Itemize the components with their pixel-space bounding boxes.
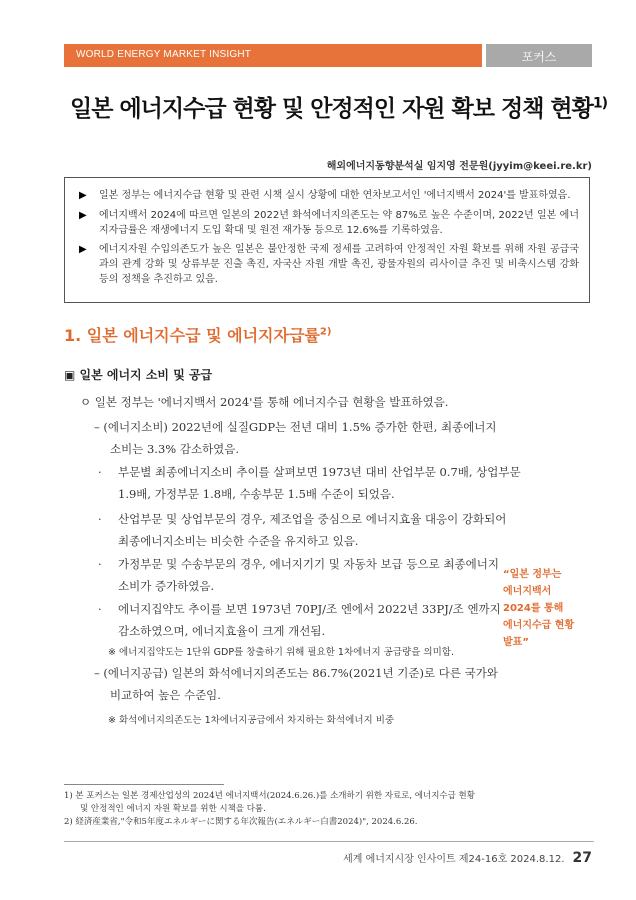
section-footnote-ref: 2) [319,326,332,338]
bullet-dot: · [98,512,102,526]
bullet-sector-line1: 부문별 최종에너지소비 추이를 살펴보면 1973년 대비 산업부문 0.7배, 상업부문 [118,465,521,479]
footnote-1-line1: 1) 본 포커스는 일본 경제산업성의 2024년 에너지백서(2024.6.26.)를 소개하기 위한 자료로, 에너지수급 현황 [64,791,475,801]
sidebar-quote-line: 발표” [503,637,529,648]
sidebar-quote-line: 2024를 통해 [503,603,564,614]
sidebar-quote [503,566,593,651]
footer-publication: 세계 에너지시장 인사이트 제24-16호 2024.8.12. [343,854,565,865]
bullet-household-line2: 소비가 증가하였음. [118,579,215,593]
sidebar-quote-line: 에너지수급 현황 [503,620,575,631]
arrow-icon: ▶ [79,190,87,201]
sidebar-quote-line: “일본 정부는 [503,569,562,580]
subsection-heading: ▣ 일본 에너지 소비 및 공급 [64,368,213,382]
note-intensity: ※ 에너지집약도는 1단위 GDP를 창출하기 위해 필요한 1차에너지 공급량을 의미함. [108,647,454,658]
bullet-dot: · [98,465,102,479]
bullet-intensity-line2: 감소하였으며, 에너지효율이 크게 개선됨. [118,624,326,638]
note-fossil: ※ 화석에너지의존도는 1차에너지공급에서 차지하는 화석에너지 비중 [108,715,395,726]
bullet-industry-line2: 최종에너지소비는 비슷한 수준을 유지하고 있음. [118,534,359,548]
page-title [70,90,610,123]
summary-text: 에너지자원 수입의존도가 높은 일본은 불안정한 국제 정세를 고려하여 안정적인 자원 확보를 위해 자원 공급국과의 관계 강화 및 상류부문 진출 촉진, 자국산 자원 개발 촉진, 광물자원의 리사이클 추진 및 비축시스템 강화 등의 정책을 추진하고 있음. [99,244,579,285]
arrow-icon: ▶ [79,210,87,221]
summary-item [79,242,579,287]
bullet-sector-line2: 1.9배, 가정부문 1.8배, 수송부문 1.5배 수준이 되었음. [118,487,395,501]
bullet-dot: · [98,602,102,616]
page-footer [343,850,592,866]
arrow-icon: ▶ [79,244,87,255]
paragraph-supply-line1: – (에너지공급) 일본의 화석에너지의존도는 86.7%(2021년 기준)로 다른 국가와 [94,666,498,680]
footer-divider [64,841,594,842]
summary-item [79,188,579,203]
paragraph-supply-line2: 비교하여 높은 수준임. [110,688,221,702]
footnote-1-line2: 및 안정적인 에너지 자원 확보를 위한 시책을 다룸. [80,804,266,814]
paragraph-consumption-line2: 소비는 3.3% 감소하였음. [110,442,240,456]
bullet-household-line1: 가정부문 및 수송부문의 경우, 에너지기기 및 자동차 보급 등으로 최종에너지 [118,557,499,571]
page-number: 27 [572,850,592,866]
page-title-text: 일본 에너지수급 현황 및 안정적인 자원 확보 정책 현황 [70,96,593,122]
summary-item [79,208,579,238]
bullet-intensity-line1: 에너지집약도 추이를 보면 1973년 70PJ/조 엔에서 2022년 33PJ/조 엔까지 [118,602,501,616]
sidebar-quote-line: 에너지백서 [503,586,552,597]
paragraph-intro: ㅇ 일본 정부는 '에너지백서 2024'를 통해 에너지수급 현황을 발표하였음. [80,395,449,409]
summary-text: 일본 정부는 에너지수급 현황 및 관련 시책 실시 상황에 대한 연차보고서인 '에너지백서 2024'를 발표하였음. [99,190,571,201]
bullet-dot: · [98,557,102,571]
footnote-2: 2) 経済産業省,"令和5年度エネルギーに関する年次報告(エネルギー白書2024)", 2024.6.26. [64,817,418,827]
summary-text: 에너지백서 2024에 따르면 일본의 2022년 화석에너지의존도는 약 87%로 높은 수준이며, 2022년 일본 에너지자급률은 재생에너지 도입 확대 및 원전 재가동 등으로 12.6%를 기록하였음. [99,210,579,236]
section-heading [64,323,331,346]
title-footnote-ref: 1) [592,95,607,112]
header-section-tag: 포커스 [521,50,557,64]
author-line: 해외에너지동향분석실 임지영 전문원(jyyim@keei.re.kr) [326,161,592,172]
paragraph-consumption-line1: – (에너지소비) 2022년에 실질GDP는 전년 대비 1.5% 증가한 한편, 최종에너지 [94,420,497,434]
bullet-industry-line1: 산업부문 및 상업부문의 경우, 제조업을 중심으로 에너지효율 대응이 강화되어 [118,512,507,526]
header-publication-name: WORLD ENERGY MARKET INSIGHT [76,49,252,60]
footnote-divider [64,784,224,785]
summary-box [64,177,590,303]
section-heading-text: 1. 일본 에너지수급 및 에너지자급률 [64,326,320,345]
